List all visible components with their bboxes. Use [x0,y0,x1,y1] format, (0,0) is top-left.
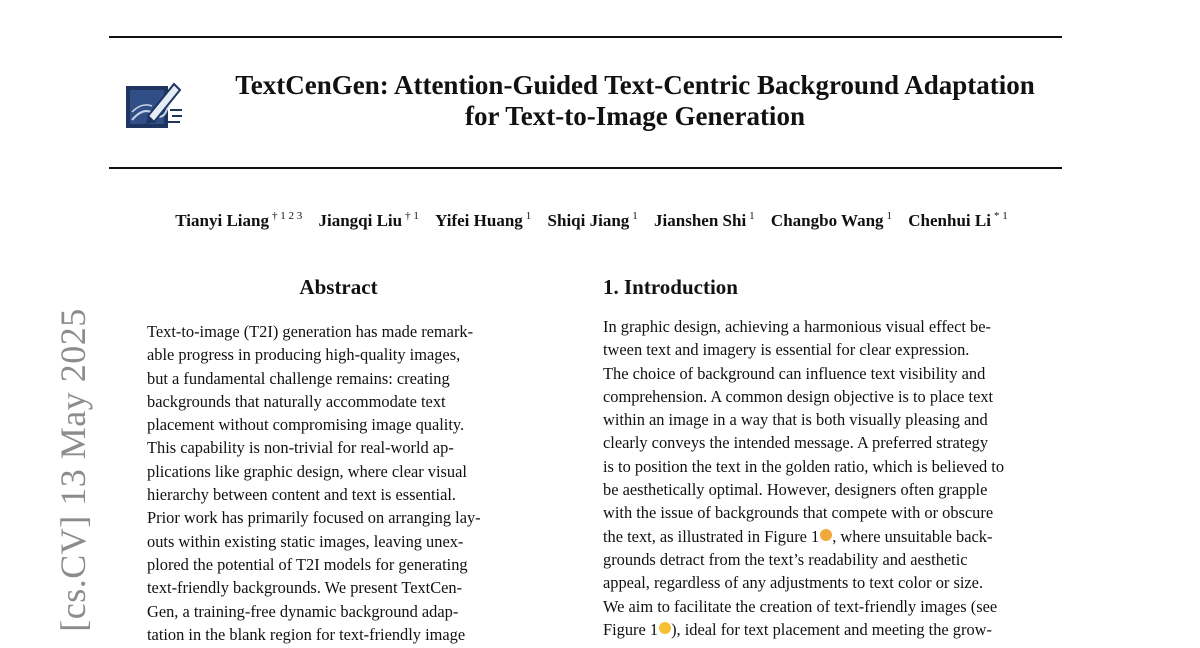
abstract-line: able progress in producing high-quality images, [147,345,461,365]
intro-text: Figure 1 [603,619,659,639]
intro-line: comprehension. A common design objective is to place text [603,386,994,406]
paper-title [205,70,1065,132]
author-affiliation: 1 [632,210,638,222]
author-name: Tianyi Liang [175,210,269,230]
abstract-body [147,320,532,646]
intro-text: , where unsuitable back- [832,526,993,546]
intro-line: appeal, regardless of any adjustments to text color or size. [603,573,984,593]
author-1 [175,211,302,230]
author-3 [435,211,531,230]
introduction-heading: 1. Introduction [603,275,738,299]
abstract-line: Prior work has primarily focused on arranging lay- [147,508,481,528]
author-name: Shiqi Jiang [547,210,630,230]
intro-line: We aim to facilitate the creation of text-friendly images (see [603,596,998,616]
abstract-line: This capability is non-trivial for real-world ap- [147,438,454,458]
abstract-line: Text-to-image (T2I) generation has made remark- [147,322,474,341]
author-affiliation: 1 [886,210,893,222]
author-affiliation: † 1 2 3 [271,210,303,222]
author-affiliation: * 1 [993,210,1008,222]
smiling-face-emoji-icon [659,622,671,634]
author-6 [771,211,892,230]
intro-line-with-emoji [603,525,1065,548]
author-4 [548,211,638,230]
introduction-body [603,315,1065,641]
intro-line: with the issue of backgrounds that compete with or obscure [603,503,994,523]
intro-text: ), ideal for text placement and meeting the grow- [671,619,992,639]
intro-line: In graphic design, achieving a harmonious visual effect be- [603,317,991,336]
author-name: Chenhui Li [908,210,991,230]
abstract-line: outs within existing static images, leaving unex- [147,531,464,551]
abstract-line: plications like graphic design, where clear visual [147,461,467,481]
author-list [0,210,1183,231]
author-5 [654,211,755,230]
intro-line: clearly conveys the intended message. A preferred strategy [603,433,989,453]
arxiv-stamp-text: [cs.CV] 13 May 2025 [53,308,93,632]
author-affiliation: † 1 [405,210,419,222]
abstract-line: hierarchy between content and text is essential. [147,485,457,505]
abstract-line: placement without compromising image quality. [147,415,465,435]
abstract-line: tation in the blank region for text-friendly image [147,624,466,644]
author-affiliation: 1 [525,210,532,222]
intro-line: The choice of background can influence text visibility and [603,363,986,383]
author-name: Jiangqi Liu [318,210,403,230]
title-rule-top [109,36,1062,38]
author-2 [318,211,418,230]
title-line-1: TextCenGen: Attention-Guided Text-Centric Background Adaptation [235,70,1035,100]
abstract-line: plored the potential of T2I models for generating [147,554,468,574]
title-line-2: for Text-to-Image Generation [465,101,805,131]
abstract-line: text-friendly backgrounds. We present TextCen- [147,578,463,598]
author-7 [908,211,1007,230]
intro-line-with-emoji [603,618,1065,641]
sad-face-emoji-icon [820,529,832,541]
intro-line: be aesthetically optimal. However, designers often grapple [603,480,988,500]
abstract-line: but a fundamental challenge remains: creating [147,368,450,388]
intro-line: within an image in a way that is both visually pleasing and [603,410,988,430]
intro-line: grounds detract from the text’s readability and aesthetic [603,549,968,569]
pen-paper-logo-icon [124,76,184,132]
abstract-heading: Abstract [299,275,378,299]
author-affiliation: 1 [749,210,755,222]
intro-line: tween text and imagery is essential for clear expression. [603,340,970,360]
abstract-line: Gen, a training-free dynamic background adap- [147,601,459,621]
intro-line: is to position the text in the golden ratio, which is believed to [603,456,1005,476]
author-name: Jianshen Shi [654,210,747,230]
author-name: Yifei Huang [435,210,523,230]
intro-text: the text, as illustrated in Figure 1 [603,526,820,546]
abstract-line: backgrounds that naturally accommodate text [147,391,446,411]
author-name: Changbo Wang [770,210,884,230]
title-rule-bottom [109,167,1062,169]
